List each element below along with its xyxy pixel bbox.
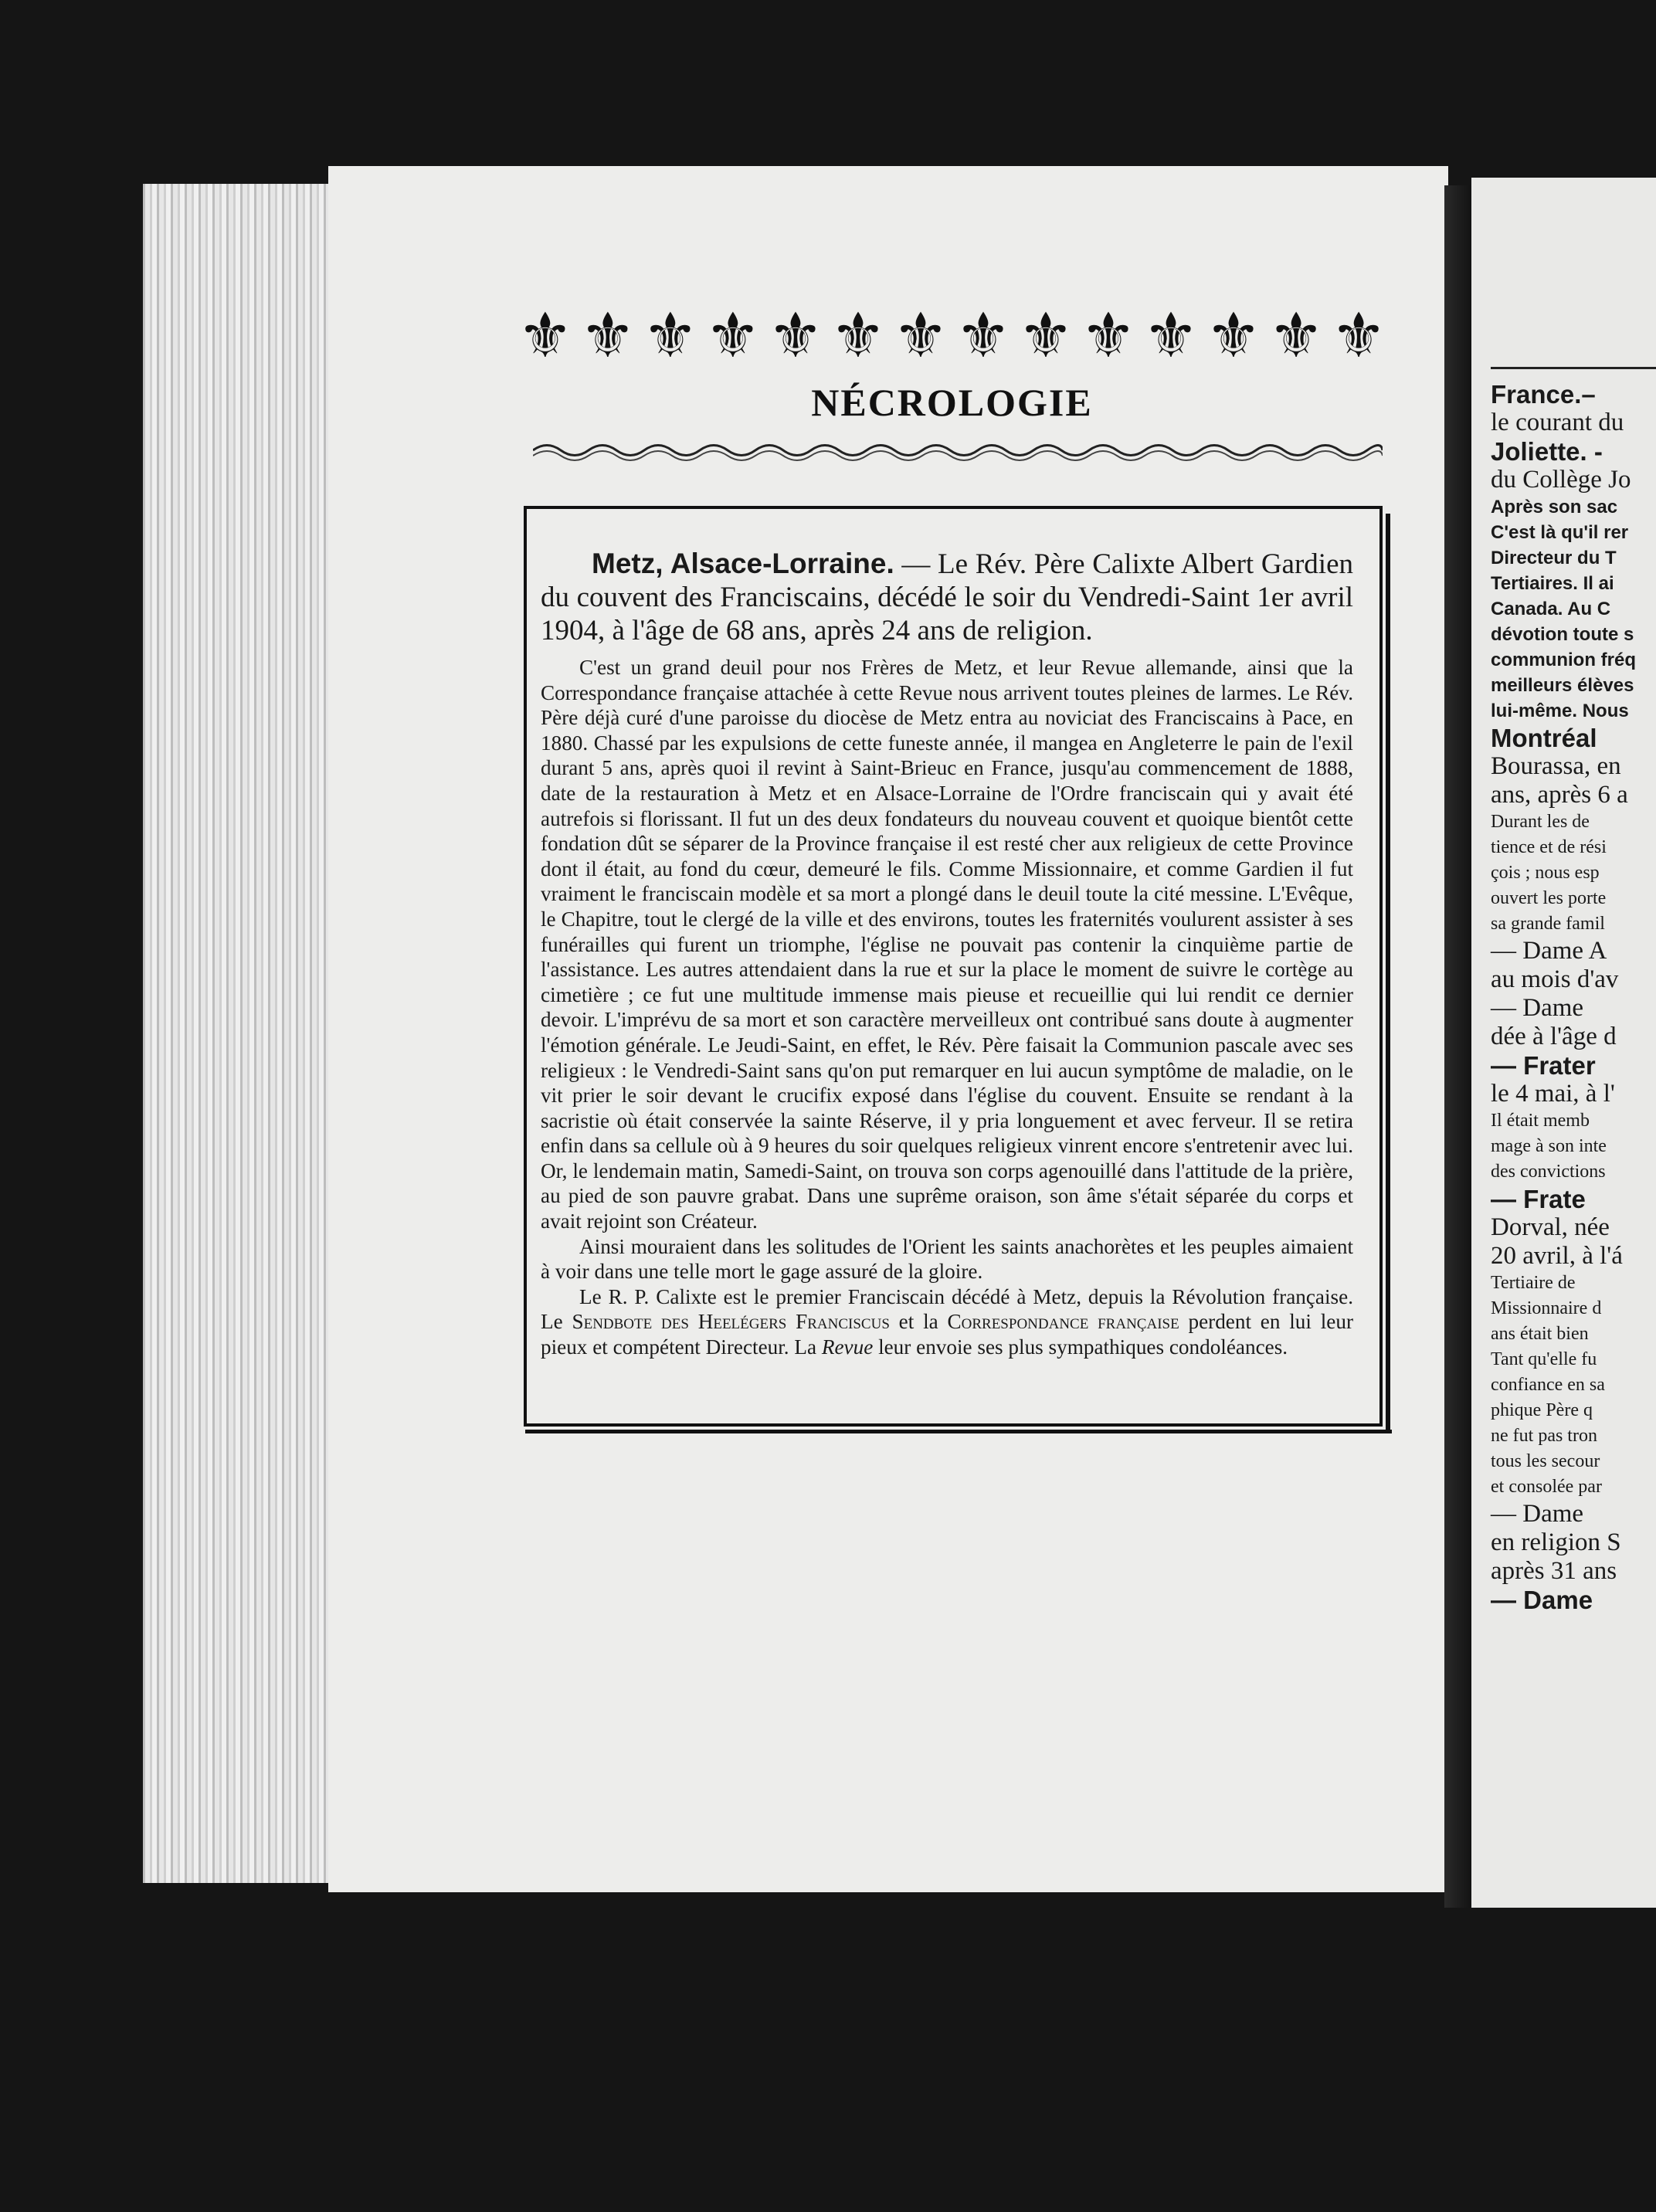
- paragraph-3-text-a: Le R. P. Calixte est le premier Franciscain décédé à Metz, depuis la Révolution française. Le: [541, 1284, 1353, 1334]
- fleur-de-lis-icon: ⚜: [893, 300, 948, 371]
- right-page-line: ne fut pas tron: [1491, 1426, 1597, 1446]
- fleur-de-lis-icon: ⚜: [518, 300, 573, 371]
- right-page-line: Missionnaire d: [1491, 1298, 1602, 1318]
- right-page-rule: [1491, 367, 1656, 369]
- paragraph-1: C'est un grand deuil pour nos Frères de Metz, et leur Revue allemande, ainsi que la Correspondance française attachée à cette Revue nous arrivent toutes pleines de larmes. Le Rév. Père déjà curé d'une paroisse du diocèse de Metz entra au noviciat des Franciscains à Pace, en 1880. Chassé par les expulsions de cette funeste année, il mangea en Angleterre le pain de l'exil durant 5 ans, après quoi il revint à Saint-Brieuc en France, jusqu'au commencement de 1888, date de la restauration à Metz et en Alsace-Lorraine de l'Ordre franciscain qui y avait été autrefois si florissant. Il fut un des deux fondateurs du nouveau couvent et quoique bientôt cette fondation dût se séparer de la Province française il est resté cher aux religieux de cette Province dont il était, au fond du cœur, demeuré le fils. Comme Missionnaire, et comme Gardien il fut vraiment le franciscain modèle et sa mort a plongé dans le deuil toute la cité messine. L'Evêque, le Chapitre, tout le clergé de la ville et des environs, toutes les fraternités voulurent assister à ses funérailles qui furent un triomphe, l'église ne pouvait pas contenir la cinquième partie de l'assistance. Les autres attendaient dans la rue et sur la place le moment de suivre le cortège au cimetière ; ce fut une multitude immense mais pieuse et recueillie qui lui rendit ce dernier devoir. L'imprévu de sa mort et son caractère merveilleux ont contribué sans doute à augmenter l'émotion générale. Le Jeudi-Saint, en effet, le Rév. Père faisait la Communion pascale avec ses religieux : le Vendredi-Saint sans qu'on put remarquer en lui aucun symptôme de maladie, on le vit prier le soir devant le crucifix exposé dans l'église du couvent. Ensuite se rendant à la sacristie où était conservée la sainte Réserve, il y pria longuement et avec ferveur. Il se retira enfin dans sa cellule où à 9 heures du soir quelques religieux vinrent encore s'entretenir avec lui. Or, le lendemain matin, Samedi-Saint, on trouva son corps agenouillé dans l'attitude de la prière, au pied de son pauvre grabat. Dans une suprême oraison, son âme s'était séparée du corps et avait rejoint son Créateur.: [541, 656, 1353, 1233]
- right-page-line: en religion S: [1491, 1528, 1621, 1556]
- right-page-line: Il était memb: [1491, 1111, 1590, 1131]
- paragraph-2: Ainsi mouraient dans les solitudes de l'Orient les saints anachorètes et les peuples aimaient à voir dans une telle mort le gage assuré de la gloire.: [541, 1234, 1353, 1284]
- right-page-line: mage à son inte: [1491, 1136, 1607, 1156]
- fleur-de-lis-icon: ⚜: [1143, 300, 1199, 371]
- right-page-line: — Frater: [1491, 1051, 1596, 1080]
- right-page-line: au mois d'av: [1491, 965, 1619, 993]
- article-frame-shadow: [525, 1430, 1392, 1433]
- right-page-line: Montréal: [1491, 724, 1597, 752]
- right-page-line: çois ; nous esp: [1491, 863, 1600, 883]
- right-page-line: — Dame: [1491, 1586, 1593, 1614]
- right-page-line: 20 avril, à l'á: [1491, 1242, 1623, 1270]
- right-page-line: tous les secour: [1491, 1451, 1600, 1471]
- right-page-line: Tertiaire de: [1491, 1273, 1576, 1293]
- paragraph-3-text-b: et la: [889, 1310, 948, 1334]
- right-page-line: — Dame: [1491, 994, 1584, 1022]
- right-page-line: le courant du: [1491, 409, 1624, 436]
- right-page-line: Tant qu'elle fu: [1491, 1349, 1597, 1369]
- right-page-line: communion fréq: [1491, 650, 1637, 670]
- paragraph-3-text-c: perdent en lui leur pieux et compétent Directeur. La: [541, 1310, 1354, 1359]
- right-page-line: sa grande famil: [1491, 914, 1605, 934]
- right-page-line: dévotion toute s: [1491, 624, 1634, 645]
- right-page-line: Après son sac: [1491, 497, 1618, 517]
- right-page-line: Dorval, née: [1491, 1213, 1610, 1241]
- right-page-line: Durant les de: [1491, 812, 1590, 832]
- right-page-line: et consolée par: [1491, 1477, 1602, 1497]
- right-page-line: France.–: [1491, 380, 1596, 409]
- book-page-edges: [143, 184, 336, 1883]
- right-page-line: Joliette. -: [1491, 437, 1603, 466]
- lead-place: Metz, Alsace-Lorraine.: [592, 548, 894, 579]
- paragraph-3-text-d: leur envoie ses plus sympathiques condoléances.: [873, 1335, 1288, 1359]
- right-page-text: [1491, 380, 1656, 1614]
- right-page-line: confiance en sa: [1491, 1375, 1605, 1395]
- fleur-de-lis-icon: ⚜: [705, 300, 761, 371]
- fleur-de-lis-icon: ⚜: [768, 300, 823, 371]
- right-page-line: des convictions: [1491, 1162, 1606, 1182]
- fleur-de-lis-icon: ⚜: [643, 300, 698, 371]
- right-page-line: après 31 ans: [1491, 1557, 1617, 1585]
- right-page-line: — Dame A: [1491, 937, 1607, 965]
- lead-text: — Le Rév. Père Calixte Albert Gardien du couvent des Franciscains, décédé le soir du Vendredi-Saint 1er avril 1904, à l'âge de 68 ans, après 24 ans de religion.: [541, 548, 1353, 646]
- fleur-de-lis-icon: ⚜: [1018, 300, 1074, 371]
- right-page-line: C'est là qu'il rer: [1491, 522, 1629, 543]
- fleur-de-lis-icon: ⚜: [1081, 300, 1136, 371]
- right-page-line: ans était bien: [1491, 1324, 1589, 1344]
- right-page-line: — Frate: [1491, 1185, 1586, 1213]
- fleur-de-lis-ornament: [518, 300, 1386, 371]
- right-page-line: Directeur du T: [1491, 548, 1617, 568]
- wave-divider: [533, 439, 1383, 462]
- right-page-line: ans, après 6 a: [1491, 781, 1628, 809]
- fleur-de-lis-icon: ⚜: [1331, 300, 1386, 371]
- right-page: [1471, 178, 1656, 1908]
- right-page-line: dée à l'âge d: [1491, 1023, 1617, 1050]
- right-page-line: le 4 mai, à l': [1491, 1080, 1615, 1108]
- right-page-line: Canada. Au C: [1491, 599, 1611, 619]
- right-page-line: ouvert les porte: [1491, 888, 1607, 908]
- fleur-de-lis-icon: ⚜: [830, 300, 886, 371]
- fleur-de-lis-icon: ⚜: [1268, 300, 1324, 371]
- sendbote-title: Sendbote des Heelégers Franciscus: [572, 1310, 890, 1334]
- right-page-line: tience et de rési: [1491, 837, 1607, 857]
- right-page-line: Tertiaires. Il ai: [1491, 573, 1614, 594]
- correspondance-title: Correspondance française: [947, 1310, 1179, 1334]
- right-page-line: phique Père q: [1491, 1400, 1593, 1420]
- right-page-line: meilleurs élèves: [1491, 675, 1634, 696]
- fleur-de-lis-icon: ⚜: [1206, 300, 1261, 371]
- right-page-line: Bourassa, en: [1491, 752, 1621, 780]
- right-page-line: lui-même. Nous: [1491, 701, 1629, 721]
- lead-paragraph: [541, 547, 1353, 647]
- right-page-line: — Dame: [1491, 1500, 1584, 1528]
- fleur-de-lis-icon: ⚜: [580, 300, 636, 371]
- fleur-de-lis-icon: ⚜: [955, 300, 1011, 371]
- paragraph-3: [541, 1284, 1353, 1360]
- right-page-line: du Collège Jo: [1491, 466, 1631, 494]
- page-title: NÉCROLOGIE: [811, 381, 1093, 424]
- obituary-article: [541, 547, 1353, 1360]
- revue-title: Revue: [821, 1335, 874, 1359]
